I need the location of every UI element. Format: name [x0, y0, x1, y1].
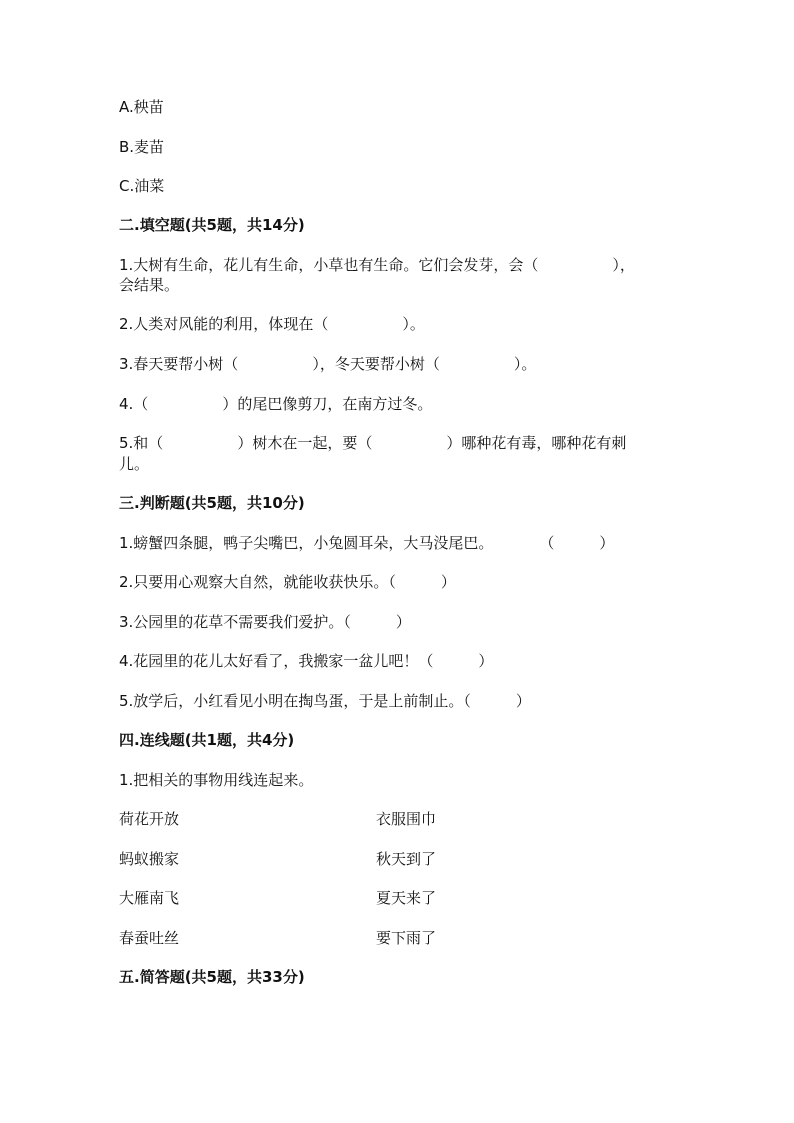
- match-right-item[interactable]: 要下雨了: [376, 929, 437, 947]
- judge-question-5: [119, 691, 679, 711]
- match-right-item[interactable]: 秋天到了: [376, 850, 437, 868]
- fill-question-4-text-b: ）的尾巴像剪刀，在南方过冬。: [222, 395, 433, 413]
- fill-question-3-text-b: ），冬天要帮小树（: [312, 355, 440, 373]
- judge-answer-paren[interactable]: （ ）: [343, 613, 411, 631]
- judge-question-text: 4.花园里的花儿太好看了，我搬家一盆儿吧！: [119, 652, 419, 670]
- match-left-item[interactable]: 荷花开放: [119, 810, 180, 828]
- fill-question-1-text-b: ），: [612, 256, 635, 274]
- judge-question-text: 1.螃蟹四条腿，鸭子尖嘴巴，小兔圆耳朵，大马没尾巴。: [119, 534, 494, 552]
- match-right-item[interactable]: 衣服围巾: [376, 810, 437, 828]
- fill-question-2: [119, 314, 679, 334]
- fill-question-3-text-a: 3.春天要帮小树（: [119, 355, 239, 373]
- judge-answer-paren[interactable]: （ ）: [418, 652, 494, 670]
- fill-question-3-text-c: ）。: [513, 355, 537, 373]
- matching-instruction: 1.把相关的事物用线连起来。: [119, 771, 314, 789]
- match-left-item[interactable]: 春蚕吐丝: [119, 929, 180, 947]
- fill-question-2-text-b: ）。: [402, 315, 425, 333]
- judge-answer-paren[interactable]: （ ）: [388, 573, 456, 591]
- fill-question-3: [119, 354, 679, 374]
- section-heading-matching: 四.连线题(共1题，共4分): [119, 731, 295, 749]
- fill-question-4-text-a: 4.（: [119, 395, 149, 413]
- fill-question-4: [119, 394, 679, 414]
- match-left-item[interactable]: 蚂蚁搬家: [119, 850, 180, 868]
- fill-question-1-text-a: 1.大树有生命，花儿有生命，小草也有生命。它们会发芽，会（: [119, 256, 539, 274]
- option-a: A.秧苗: [119, 98, 164, 116]
- match-left-item[interactable]: 大雁南飞: [119, 889, 180, 907]
- section-heading-fill-blank: 二.填空题(共5题，共14分): [119, 216, 305, 234]
- option-c: C.油菜: [119, 177, 165, 195]
- fill-question-5-text-a: 5.和（: [119, 434, 164, 452]
- judge-question-2: [119, 572, 679, 592]
- fill-question-5-text-b: ）树木在一起，要（: [237, 434, 373, 452]
- section-heading-true-false: 三.判断题(共5题，共10分): [119, 494, 305, 512]
- judge-question-3: [119, 612, 679, 632]
- judge-question-1: [119, 533, 679, 553]
- fill-question-5: [119, 433, 679, 453]
- judge-answer-paren[interactable]: （ ）: [539, 534, 615, 552]
- match-right-item[interactable]: 夏天来了: [376, 889, 437, 907]
- fill-question-5-continued: 儿。: [119, 455, 150, 473]
- fill-question-1-continued: 会结果。: [119, 276, 180, 294]
- judge-question-text: 5.放学后，小红看见小明在掏鸟蛋，于是上前制止。: [119, 692, 464, 710]
- fill-question-1: [119, 255, 679, 275]
- fill-question-2-text-a: 2.人类对风能的利用，体现在（: [119, 315, 329, 333]
- judge-question-text: 3.公园里的花草不需要我们爱护。: [119, 613, 344, 631]
- judge-question-text: 2.只要用心观察大自然，就能收获快乐。: [119, 573, 389, 591]
- option-b: B.麦苗: [119, 138, 165, 156]
- judge-answer-paren[interactable]: （ ）: [463, 692, 531, 710]
- judge-question-4: [119, 651, 679, 671]
- fill-question-5-text-c: ）哪种花有毒，哪种花有刺: [446, 434, 627, 452]
- section-heading-short-answer: 五.简答题(共5题，共33分): [119, 968, 305, 986]
